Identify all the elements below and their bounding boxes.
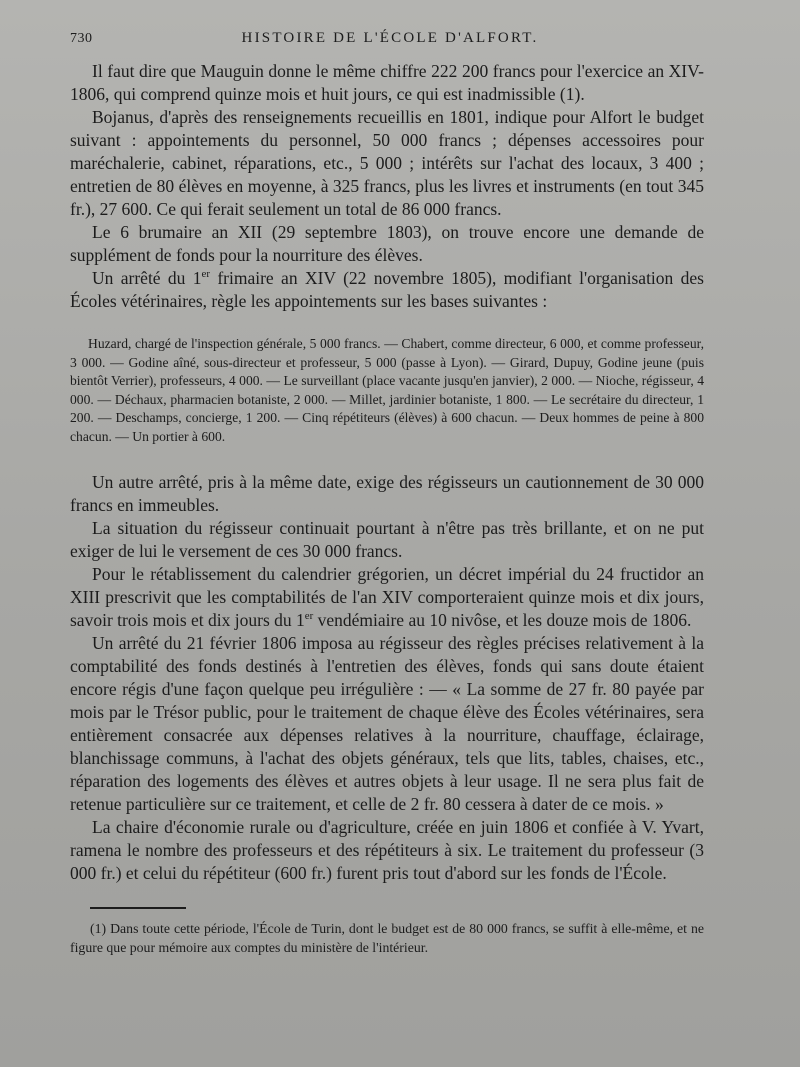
- paragraph-brumaire: Le 6 brumaire an XII (29 septembre 1803), on trouve encore une demande de supplément de fonds pour la nourriture des élèves.: [70, 222, 704, 265]
- paragraph-mauguin: Il faut dire que Mauguin donne le même chiffre 222 200 francs pour l'exercice an XIV-1806, qui comprend quinze mois et huit jours, ce qui est inadmissible (1).: [70, 61, 704, 104]
- running-title: HISTOIRE DE L'ÉCOLE D'ALFORT.: [241, 30, 539, 46]
- ordinal-superscript: er: [201, 268, 210, 281]
- paragraph-bojanus: Bojanus, d'après des renseignements recueillis en 1801, indique pour Alfort le budget suivant : appointements du personnel, 50 000 francs ; dépenses accessoires pour maréchalerie, cabinet, réparations, etc., 5 000 ; intérêts sur l'achat des locaux, 3 400 ; entretien de 80 élèves en moyenne, à 325 francs, plus les livres et instruments (en tout 345 fr.), 27 600. Ce qui ferait seulement un total de 86 000 francs.: [70, 107, 704, 219]
- running-head: [70, 30, 704, 54]
- paragraph-fevrier-1806: Un arrêté du 21 février 1806 imposa au régisseur des règles précises relativement à la comptabilité des fonds destinés à l'entretien des élèves, fonds qui sans doute étaient encore régis d'une façon quelque peu irrégulière : — « La somme de 27 fr. 80 payée par mois par le Trésor public, pour le traitement de chaque élève des Écoles vétérinaires, sera entièrement consacrée aux dépenses relatives à la nourriture, chauffage, éclairage, blanchissage communs, à l'achat des objets généraux, tels que lits, tables, chaises, etc., réparation des logements des élèves et autres objets à leur usage. Il ne sera plus fait de retenue particulière sur ce traitement, et celle de 2 fr. 80 cessera à dater de ce mois. »: [70, 632, 704, 814]
- main-text: [70, 60, 704, 313]
- footnote: (1) Dans toute cette période, l'École de Turin, dont le budget est de 80 000 francs, se suffit à elle-même, et ne figure que pour mémoire aux comptes du ministère de l'intérieur.: [70, 920, 704, 955]
- main-text-continued: [70, 471, 704, 885]
- page-number: 730: [70, 31, 93, 46]
- ordinal-superscript: er: [304, 609, 314, 622]
- decree-salary-list: Huzard, chargé de l'inspection générale, 5 000 francs. — Chabert, comme directeur, 6 000, et comme professeur, 3 000. — Godine aîné, sous-directeur et professeur, 5 000 (passe à Lyon). — Girard, Dupuy, Godine jeune (puis bientôt Verrier), professeurs, 4 000. — Le surveillant (place vacante jusqu'en janvier), 2 000. — Nioche, régisseur, 4 000. — Déchaux, pharmacien botaniste, 2 000. — Millet, jardinier botaniste, 1 800. — Le secrétaire du directeur, 1 200. — Deschamps, concierge, 1 200. — Cinq répétiteurs (élèves) à 600 chacun. — Deux hommes de peine à 800 chacun. — Un portier à 600.: [70, 336, 704, 444]
- paragraph-calendrier: [70, 563, 704, 632]
- paragraph-cautionnement: Un autre arrêté, pris à la même date, exige des régisseurs un cautionnement de 30 000 francs en immeubles.: [70, 471, 704, 515]
- paragraph-regisseur: La situation du régisseur continuait pourtant à n'être pas très brillante, et on ne put exiger de lui le versement de ces 30 000 francs.: [70, 517, 704, 561]
- paragraph-frimaire-end: frimaire an XIV (22 novembre 1805), modifiant l'organisation des Écoles vétérinaires, règle les appointements sur les bases suivantes :: [70, 268, 704, 311]
- paragraph-frimaire-start: Un arrêté du 1: [92, 268, 202, 288]
- paragraph-calendrier-end: vendémiaire au 10 nivôse, et les douze mois de 1806.: [313, 609, 692, 630]
- footnote-divider: [90, 907, 186, 909]
- paragraph-calendrier-start: Pour le rétablissement du calendrier grégorien, un décret impérial du 24 fructidor an XIII prescrivit que les comptabilités de l'an XIV comporteraient quinze mois et dix jours, savoir trois mois et dix jours du 1: [70, 563, 704, 630]
- paragraph-frimaire: [70, 267, 704, 313]
- paragraph-chaire: La chaire d'économie rurale ou d'agriculture, créée en juin 1806 et confiée à V. Yvart, ramena le nombre des professeurs et des répétiteurs à six. Le traitement du professeur (3 000 fr.) et celui du répétiteur (600 fr.) furent pris tout d'abord sur les fonds de l'École.: [70, 816, 704, 883]
